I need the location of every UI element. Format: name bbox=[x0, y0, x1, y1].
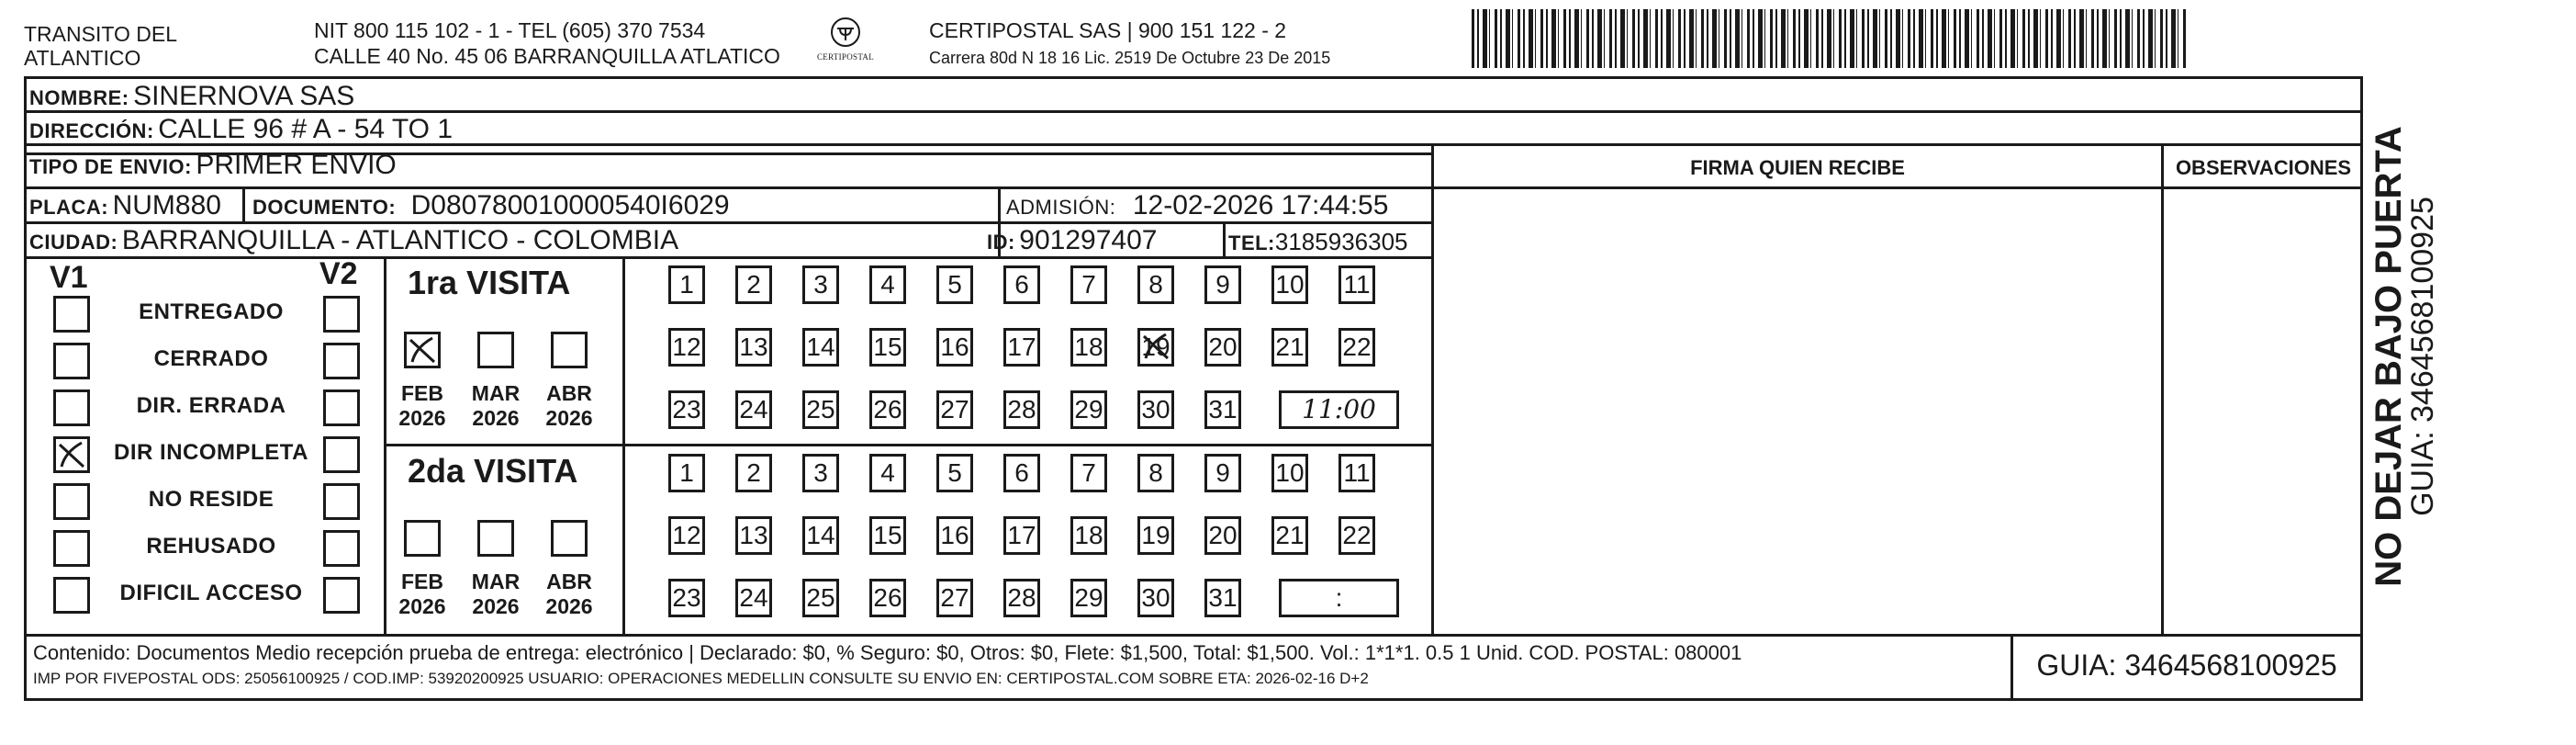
observaciones-header: OBSERVACIONES bbox=[2175, 156, 2352, 179]
day-number: 7 bbox=[1081, 270, 1096, 299]
v2-checkbox[interactable] bbox=[323, 389, 360, 426]
day-box[interactable] bbox=[668, 454, 705, 492]
check-cross-icon bbox=[407, 334, 438, 366]
day-number: 13 bbox=[739, 333, 768, 361]
side-text bbox=[2369, 108, 2440, 604]
certipostal-logo bbox=[813, 17, 878, 62]
status-option-label: DIR INCOMPLETA bbox=[114, 440, 308, 465]
month-checkbox-feb[interactable] bbox=[404, 332, 441, 368]
month-name: MAR bbox=[471, 570, 521, 593]
day-number: 3 bbox=[813, 270, 828, 299]
day-box[interactable] bbox=[869, 454, 906, 492]
v1-checkbox[interactable] bbox=[53, 530, 90, 567]
nombre-row bbox=[29, 81, 354, 112]
row-divider bbox=[24, 256, 1434, 259]
v1-checkbox[interactable] bbox=[53, 343, 90, 379]
month-checkbox-abr[interactable] bbox=[551, 520, 588, 557]
day-number: 25 bbox=[806, 395, 835, 423]
tipo-envio-row bbox=[29, 150, 397, 181]
month-checkbox-mar[interactable] bbox=[477, 332, 514, 368]
month-year: 2026 bbox=[398, 406, 446, 430]
day-number: 26 bbox=[873, 395, 902, 423]
second-visit-time-box[interactable] bbox=[1279, 579, 1399, 617]
day-number: 24 bbox=[739, 395, 768, 423]
day-number: 30 bbox=[1141, 583, 1170, 612]
day-box[interactable] bbox=[1070, 579, 1107, 617]
day-number: 21 bbox=[1275, 333, 1305, 361]
documento-row bbox=[252, 190, 730, 221]
day-box[interactable] bbox=[936, 579, 973, 617]
day-number: 5 bbox=[947, 458, 962, 487]
courier-name: CERTIPOSTAL SAS | 900 151 122 - 2 bbox=[929, 18, 1287, 42]
day-number: 23 bbox=[672, 395, 701, 423]
day-number: 23 bbox=[672, 583, 701, 612]
v1-checkbox[interactable] bbox=[53, 296, 90, 333]
month-name: ABR bbox=[546, 570, 592, 593]
day-number: 11 bbox=[1343, 270, 1371, 299]
check-cross-icon bbox=[56, 439, 87, 470]
day-box[interactable] bbox=[1003, 390, 1040, 429]
ciudad-value: BARRANQUILLA - ATLANTICO - COLOMBIA bbox=[121, 225, 679, 255]
day-box[interactable] bbox=[936, 265, 973, 304]
v1-checkbox[interactable] bbox=[53, 436, 90, 473]
firma-header: FIRMA QUIEN RECIBE bbox=[1690, 156, 1905, 179]
month-label bbox=[468, 570, 523, 619]
admision-value: 12-02-2026 17:44:55 bbox=[1132, 190, 1389, 220]
day-number: 5 bbox=[947, 270, 962, 299]
ciudad-label: CIUDAD: bbox=[29, 231, 118, 254]
day-box[interactable] bbox=[1003, 328, 1040, 367]
day-box[interactable] bbox=[735, 265, 772, 304]
day-number: 29 bbox=[1074, 583, 1103, 612]
day-number: 29 bbox=[1074, 395, 1103, 423]
day-number: 14 bbox=[806, 521, 835, 549]
day-box[interactable] bbox=[1338, 454, 1375, 492]
day-box[interactable] bbox=[1003, 454, 1040, 492]
visit-divider bbox=[384, 444, 1434, 446]
day-box[interactable] bbox=[1137, 516, 1174, 555]
day-box[interactable] bbox=[802, 265, 839, 304]
day-box[interactable] bbox=[802, 390, 839, 429]
admision-row bbox=[1006, 190, 1388, 221]
day-box[interactable] bbox=[1338, 328, 1375, 367]
day-number: 24 bbox=[739, 583, 768, 612]
id-label: ID: bbox=[987, 231, 1015, 254]
day-number: 1 bbox=[679, 270, 694, 299]
day-box[interactable] bbox=[1137, 454, 1174, 492]
sender-nit: NIT 800 115 102 - 1 - TEL (605) 370 7534 bbox=[314, 18, 706, 42]
no-dejar-warning: NO DEJAR BAJO PUERTA bbox=[2369, 126, 2409, 587]
day-box[interactable] bbox=[668, 390, 705, 429]
month-checkbox-feb[interactable] bbox=[404, 520, 441, 557]
courier-info bbox=[929, 18, 1330, 68]
day-number: 25 bbox=[806, 583, 835, 612]
day-number: 9 bbox=[1215, 458, 1230, 487]
month-name: MAR bbox=[471, 381, 521, 405]
first-visit-time-box[interactable] bbox=[1279, 390, 1399, 429]
v2-checkbox[interactable] bbox=[323, 483, 360, 520]
day-number: 19 bbox=[1141, 333, 1170, 361]
day-box[interactable] bbox=[735, 454, 772, 492]
day-number: 7 bbox=[1081, 458, 1096, 487]
day-number: 18 bbox=[1074, 333, 1103, 361]
day-number: 6 bbox=[1014, 458, 1029, 487]
sender-name bbox=[24, 22, 177, 70]
row-divider bbox=[24, 110, 2363, 113]
day-number: 15 bbox=[873, 333, 902, 361]
month-checkbox-abr[interactable] bbox=[551, 332, 588, 368]
day-box[interactable] bbox=[1271, 454, 1308, 492]
day-number: 31 bbox=[1208, 395, 1238, 423]
col-divider bbox=[242, 186, 245, 221]
day-box[interactable] bbox=[1271, 265, 1308, 304]
day-box[interactable] bbox=[802, 454, 839, 492]
status-option-label: NO RESIDE bbox=[148, 487, 274, 512]
col-divider bbox=[622, 256, 625, 634]
barcode bbox=[1472, 9, 2188, 68]
day-box[interactable] bbox=[802, 328, 839, 367]
documento-label: DOCUMENTO: bbox=[252, 196, 397, 219]
check-cross-icon bbox=[1140, 331, 1171, 362]
second-visit-title: 2da VISITA bbox=[408, 452, 578, 490]
month-name: FEB bbox=[401, 381, 443, 405]
month-year: 2026 bbox=[545, 594, 593, 618]
day-box[interactable] bbox=[1070, 328, 1107, 367]
day-number: 14 bbox=[806, 333, 835, 361]
day-number: 27 bbox=[940, 395, 969, 423]
status-option-label: CERRADO bbox=[153, 346, 269, 371]
v1-checkbox[interactable] bbox=[53, 577, 90, 614]
placa-value: NUM880 bbox=[112, 190, 221, 220]
sender-name-line2: ATLANTICO bbox=[24, 46, 141, 70]
col-divider bbox=[1223, 221, 1226, 256]
day-number: 20 bbox=[1208, 333, 1238, 361]
direccion-row bbox=[29, 114, 453, 145]
status-option-label: REHUSADO bbox=[146, 534, 276, 559]
direccion-value: CALLE 96 # A - 54 TO 1 bbox=[158, 114, 454, 144]
v2-checkbox[interactable] bbox=[323, 436, 360, 473]
month-year: 2026 bbox=[398, 594, 446, 618]
day-box[interactable] bbox=[735, 516, 772, 555]
v2-heading: V2 bbox=[319, 256, 358, 291]
day-box[interactable] bbox=[1271, 516, 1308, 555]
day-box[interactable] bbox=[1204, 328, 1241, 367]
id-value: 901297407 bbox=[1019, 225, 1158, 255]
nombre-label: NOMBRE: bbox=[29, 86, 129, 109]
day-box[interactable] bbox=[802, 516, 839, 555]
side-guia: GUIA: 3464568100925 bbox=[2405, 197, 2440, 516]
day-box[interactable] bbox=[735, 579, 772, 617]
day-number: 30 bbox=[1141, 395, 1170, 423]
v2-checkbox[interactable] bbox=[323, 530, 360, 567]
day-box[interactable] bbox=[1070, 390, 1107, 429]
day-number: 26 bbox=[873, 583, 902, 612]
month-year: 2026 bbox=[545, 406, 593, 430]
col-divider bbox=[2161, 143, 2164, 634]
logo-mark-icon bbox=[829, 17, 862, 48]
day-box[interactable] bbox=[1338, 265, 1375, 304]
day-number: 10 bbox=[1275, 270, 1305, 299]
day-number: 27 bbox=[940, 583, 969, 612]
day-number: 9 bbox=[1215, 270, 1230, 299]
day-number: 4 bbox=[880, 270, 895, 299]
day-box[interactable] bbox=[668, 265, 705, 304]
day-box[interactable] bbox=[1003, 516, 1040, 555]
sender-info bbox=[314, 18, 780, 68]
sender-address: CALLE 40 No. 45 06 BARRANQUILLA ATLATICO bbox=[314, 44, 780, 68]
v2-checkbox[interactable] bbox=[323, 343, 360, 379]
day-number: 18 bbox=[1074, 521, 1103, 549]
day-box[interactable] bbox=[1070, 516, 1107, 555]
footer-line2: IMP POR FIVEPOSTAL ODS: 25056100925 / COD.IMP: 53920200925 USUARIO: OPERACIONES MEDELLIN CONSULTE SU ENVIO EN: CERTIPOSTAL.COM SOBRE ETA: 2026-02-16 D+2 bbox=[33, 670, 1369, 687]
day-box[interactable] bbox=[1070, 454, 1107, 492]
day-box[interactable] bbox=[735, 390, 772, 429]
day-number: 6 bbox=[1014, 270, 1029, 299]
second-visit-time: : bbox=[1335, 583, 1343, 612]
sender-name-line1: TRANSITO DEL bbox=[24, 22, 177, 46]
tel-row bbox=[1228, 228, 1408, 256]
day-number: 28 bbox=[1007, 583, 1036, 612]
day-box[interactable] bbox=[1204, 579, 1241, 617]
first-visit-title: 1ra VISITA bbox=[408, 264, 571, 301]
day-number: 31 bbox=[1208, 583, 1238, 612]
status-option-label: DIFICIL ACCESO bbox=[119, 581, 303, 605]
day-box[interactable] bbox=[1137, 579, 1174, 617]
col-divider bbox=[384, 256, 386, 634]
day-number: 16 bbox=[940, 333, 969, 361]
month-year: 2026 bbox=[472, 594, 520, 618]
month-year: 2026 bbox=[472, 406, 520, 430]
courier-address: Carrera 80d N 18 16 Lic. 2519 De Octubre 23 De 2015 bbox=[929, 49, 1331, 67]
day-number: 13 bbox=[739, 521, 768, 549]
day-number: 1 bbox=[679, 458, 694, 487]
day-number: 17 bbox=[1007, 333, 1036, 361]
month-label bbox=[395, 381, 450, 431]
ciudad-row bbox=[29, 225, 678, 256]
day-box[interactable] bbox=[869, 265, 906, 304]
month-label bbox=[542, 570, 597, 619]
day-number: 3 bbox=[813, 458, 828, 487]
day-box[interactable] bbox=[936, 390, 973, 429]
day-box[interactable] bbox=[936, 516, 973, 555]
day-number: 17 bbox=[1007, 521, 1036, 549]
footer-line1: Contenido: Documentos Medio recepción prueba de entrega: electrónico | Declarado: $0, % Seguro: $0, Otros: $0, Flete: $1,500, Total: $1,500. Vol.: 1*1*1. 0.5 1 Unid. COD. POSTAL: 080001 bbox=[33, 641, 1742, 664]
day-box[interactable] bbox=[869, 579, 906, 617]
day-box[interactable] bbox=[936, 454, 973, 492]
tipo-envio-value: PRIMER ENVIO bbox=[196, 150, 397, 180]
month-label bbox=[395, 570, 450, 619]
direccion-label: DIRECCIÓN: bbox=[29, 119, 154, 142]
day-box[interactable] bbox=[869, 390, 906, 429]
v2-checkbox[interactable] bbox=[323, 296, 360, 333]
day-number: 16 bbox=[940, 521, 969, 549]
id-row bbox=[987, 225, 1157, 256]
day-box[interactable] bbox=[1204, 390, 1241, 429]
day-number: 28 bbox=[1007, 395, 1036, 423]
day-box[interactable] bbox=[869, 516, 906, 555]
placa-label: PLACA: bbox=[29, 196, 109, 219]
day-box[interactable] bbox=[1338, 516, 1375, 555]
day-box[interactable] bbox=[936, 328, 973, 367]
tipo-envio-label: TIPO DE ENVIO: bbox=[29, 155, 192, 178]
day-number: 21 bbox=[1275, 521, 1305, 549]
tel-value: 3185936305 bbox=[1274, 228, 1408, 255]
day-box[interactable] bbox=[668, 328, 705, 367]
day-box[interactable] bbox=[1003, 579, 1040, 617]
documento-value: D080780010000540I6029 bbox=[410, 190, 730, 220]
day-number: 11 bbox=[1343, 458, 1371, 487]
day-number: 2 bbox=[746, 458, 761, 487]
day-number: 12 bbox=[672, 333, 701, 361]
day-number: 8 bbox=[1148, 270, 1163, 299]
day-box[interactable] bbox=[1271, 328, 1308, 367]
day-box[interactable] bbox=[1137, 265, 1174, 304]
day-box[interactable] bbox=[1070, 265, 1107, 304]
logo-text: CERTIPOSTAL bbox=[816, 52, 875, 62]
day-number: 22 bbox=[1342, 521, 1372, 549]
day-box[interactable] bbox=[735, 328, 772, 367]
tel-label: TEL: bbox=[1228, 231, 1275, 254]
day-number: 22 bbox=[1342, 333, 1372, 361]
row-divider bbox=[24, 186, 2363, 189]
day-number: 15 bbox=[873, 521, 902, 549]
day-box[interactable] bbox=[1204, 516, 1241, 555]
day-box[interactable] bbox=[1137, 328, 1174, 367]
day-number: 8 bbox=[1148, 458, 1163, 487]
day-box[interactable] bbox=[869, 328, 906, 367]
col-divider bbox=[1431, 143, 1434, 634]
v2-checkbox[interactable] bbox=[323, 577, 360, 614]
status-option-label: ENTREGADO bbox=[139, 299, 284, 324]
status-option-label: DIR. ERRADA bbox=[136, 393, 286, 418]
v1-checkbox[interactable] bbox=[53, 483, 90, 520]
day-box[interactable] bbox=[1204, 265, 1241, 304]
v1-heading: V1 bbox=[50, 260, 88, 295]
placa-row bbox=[29, 190, 221, 221]
day-box[interactable] bbox=[668, 579, 705, 617]
month-name: ABR bbox=[546, 381, 592, 405]
day-number: 4 bbox=[880, 458, 895, 487]
month-label bbox=[542, 381, 597, 431]
v1-checkbox[interactable] bbox=[53, 389, 90, 426]
day-number: 19 bbox=[1141, 521, 1170, 549]
day-number: 2 bbox=[746, 270, 761, 299]
admision-label: ADMISIÓN: bbox=[1006, 196, 1116, 219]
day-box[interactable] bbox=[1204, 454, 1241, 492]
day-number: 10 bbox=[1275, 458, 1305, 487]
nombre-value: SINERNOVA SAS bbox=[133, 81, 355, 111]
month-checkbox-mar[interactable] bbox=[477, 520, 514, 557]
day-box[interactable] bbox=[802, 579, 839, 617]
month-name: FEB bbox=[401, 570, 443, 593]
day-number: 12 bbox=[672, 521, 701, 549]
month-label bbox=[468, 381, 523, 431]
footer-guia: GUIA: 3464568100925 bbox=[2036, 649, 2337, 682]
first-visit-time: 11:00 bbox=[1302, 394, 1376, 424]
day-box[interactable] bbox=[668, 516, 705, 555]
day-number: 20 bbox=[1208, 521, 1238, 549]
day-box[interactable] bbox=[1137, 390, 1174, 429]
day-box[interactable] bbox=[1003, 265, 1040, 304]
